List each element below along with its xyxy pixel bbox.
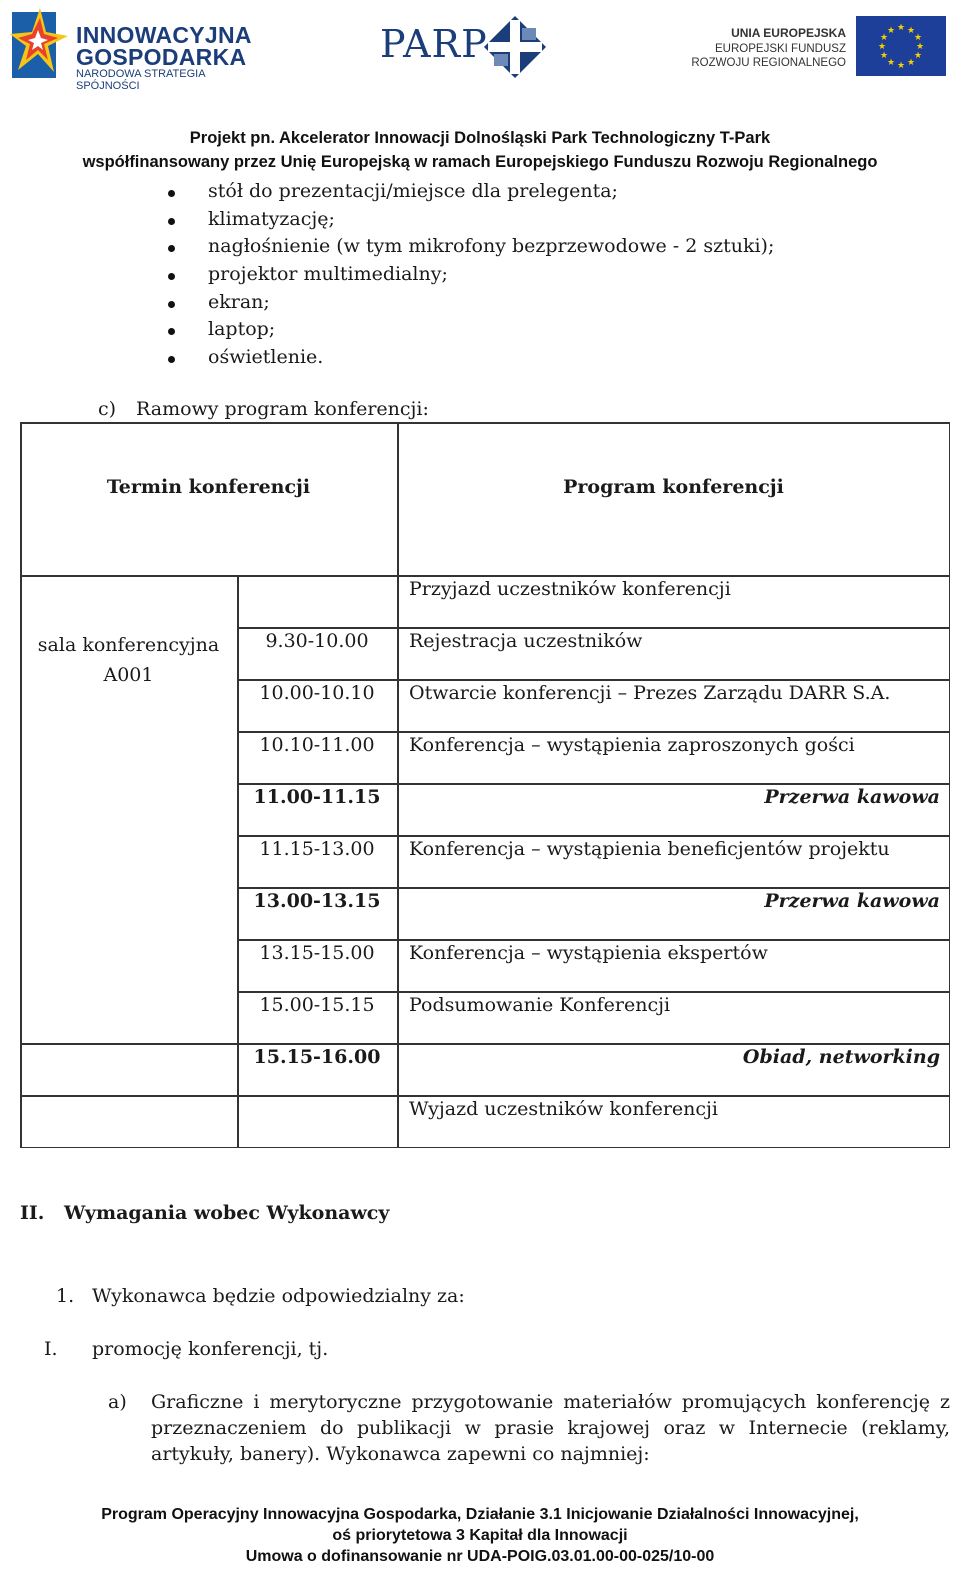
section-ii-marker: II.: [20, 1202, 45, 1224]
time-cell: 15.15-16.00: [253, 1046, 381, 1068]
svg-text:★: ★: [913, 51, 923, 61]
section-c-marker: c): [98, 398, 117, 420]
ue-logo-subtitle: EUROPEJSKI FUNDUSZ ROZWOJU REGIONALNEGO: [691, 43, 846, 69]
ue-logo: [691, 16, 946, 78]
list-item: stół do prezentacji/miejsce dla prelegenta;: [208, 180, 618, 202]
svg-text:★: ★: [886, 58, 896, 68]
list-item: nagłośnienie (w tym mikrofony bezprzewodowe - 2 sztuki);: [208, 235, 775, 257]
footer-line-1: Program Operacyjny Innowacyjna Gospodarka, Działanie 3.1 Inicjowanie Działalności Innowacyjnej,: [101, 1506, 859, 1523]
program-cell: Obiad, networking: [742, 1046, 940, 1068]
time-cell: 11.00-11.15: [253, 786, 381, 808]
program-cell: Konferencja – wystąpienia beneficjentów projektu: [409, 838, 890, 860]
program-cell: Przerwa kawowa: [764, 786, 940, 808]
time-cell: 13.00-13.15: [253, 890, 381, 912]
time-cell: 10.10-11.00: [259, 734, 375, 756]
svg-text:★: ★: [906, 58, 916, 68]
program-cell: Rejestracja uczestników: [409, 630, 643, 652]
time-cell: 9.30-10.00: [265, 630, 369, 652]
item-I-marker: I.: [44, 1338, 58, 1360]
list-item: laptop;: [208, 318, 276, 340]
ig-logo-subtitle: NARODOWA STRATEGIA SPÓJNOŚCI: [76, 68, 205, 92]
time-cell: 13.15-15.00: [259, 942, 375, 964]
svg-text:★: ★: [879, 51, 889, 61]
program-cell: Przerwa kawowa: [764, 890, 940, 912]
item-a-line-3: artykuły, banery). Wykonawca zapewni co najmniej:: [151, 1443, 650, 1465]
item-1-marker: 1.: [56, 1285, 75, 1307]
header-term: Termin konferencji: [106, 476, 311, 498]
eu-flag-icon: [856, 16, 946, 76]
svg-text:★: ★: [879, 33, 889, 43]
svg-text:★: ★: [915, 42, 925, 52]
venue-cell: sala konferencyjna A001: [37, 634, 220, 686]
svg-text:★: ★: [877, 42, 887, 52]
parp-logo-text: PARP: [380, 22, 488, 66]
footer-line-2: oś priorytetowa 3 Kapitał dla Innowacji: [332, 1527, 628, 1544]
ig-logo-title: INNOWACYJNA GOSPODARKA: [76, 22, 252, 70]
parp-diamond-icon: [484, 16, 546, 78]
svg-text:★: ★: [896, 23, 906, 33]
program-cell: Podsumowanie Konferencji: [409, 994, 671, 1016]
section-c-heading: Ramowy program konferencji:: [136, 398, 429, 420]
svg-text:★: ★: [886, 26, 896, 36]
list-item: projektor multimedialny;: [208, 263, 448, 285]
svg-text:★: ★: [913, 33, 923, 43]
item-a-line-2: przeznaczeniem do publikacji w prasie krajowej oraz w Internecie (reklamy,: [151, 1417, 950, 1439]
program-cell: Otwarcie konferencji – Prezes Zarządu DARR S.A.: [409, 682, 891, 704]
time-cell: 15.00-15.15: [259, 994, 375, 1016]
project-title-line-2: współfinansowany przez Unię Europejską w ramach Europejskiego Funduszu Rozwoju Regionalnego: [82, 153, 878, 171]
parp-logo: [380, 14, 550, 80]
header-program: Program konferencji: [563, 476, 784, 498]
svg-text:★: ★: [906, 26, 916, 36]
innowacyjna-gospodarka-logo: [10, 6, 260, 92]
footer-line-3: Umowa o dofinansowanie nr UDA-POIG.03.01.00-00-025/10-00: [245, 1548, 715, 1565]
item-a-marker: a): [108, 1391, 127, 1413]
item-a-line-1: Graficzne i merytoryczne przygotowanie materiałów promujących konferencję z: [151, 1391, 950, 1413]
svg-text:★: ★: [896, 61, 906, 71]
program-cell: Konferencja – wystąpienia zaproszonych gości: [409, 734, 855, 756]
time-cell: 10.00-10.10: [259, 682, 375, 704]
conference-program-table: [20, 422, 950, 1148]
list-item: klimatyzację;: [208, 208, 335, 230]
ue-logo-title: UNIA EUROPEJSKA: [731, 26, 846, 40]
project-title-line-1: Projekt pn. Akcelerator Innowacji Dolnośląski Park Technologiczny T-Park: [189, 129, 771, 147]
list-item: ekran;: [208, 291, 270, 313]
time-cell: 11.15-13.00: [259, 838, 375, 860]
program-cell: Wyjazd uczestników konferencji: [409, 1098, 719, 1120]
program-cell: Konferencja – wystąpienia ekspertów: [409, 942, 768, 964]
item-I-text: promocję konferencji, tj.: [92, 1338, 329, 1360]
list-item: oświetlenie.: [208, 346, 324, 368]
ig-star-icon: [10, 6, 70, 84]
program-cell: Przyjazd uczestników konferencji: [409, 578, 731, 600]
section-ii-heading: Wymagania wobec Wykonawcy: [64, 1202, 390, 1224]
item-1-text: Wykonawca będzie odpowiedzialny za:: [92, 1285, 465, 1307]
